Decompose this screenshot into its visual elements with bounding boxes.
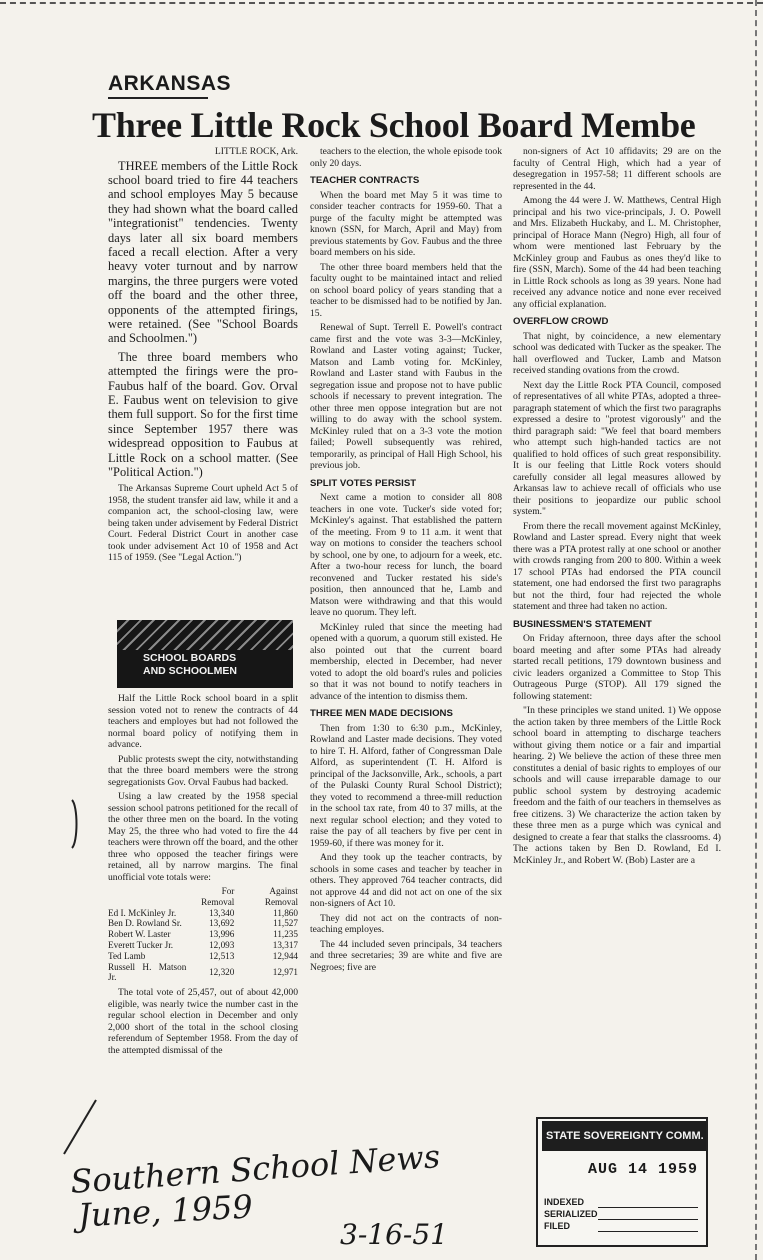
against-removal: 11,235 [273, 929, 298, 940]
receipt-stamp [536, 1117, 708, 1247]
banner-line-1: SCHOOL BOARDS [143, 652, 237, 664]
for-removal: 12,320 [209, 966, 235, 977]
paragraph: The 44 included seven principals, 34 teachers and three secretaries; 39 are white and five are Negroes; five are [310, 938, 502, 973]
paragraph: McKinley ruled that since the meeting had opened with a quorum, a quorum still existed. He also pointed out that the current board membership, elected in December, had never voted to adopt the old board's rules and policies so that it was not bound to notify teachers in advance of the intention to dismiss them. [310, 621, 502, 702]
vote-table-head: For Removal [201, 886, 235, 907]
paragraph: Using a law created by the 1958 special session school patrons petitioned for the recall of the other three men on the board. In the voting May 25, the three who had voted to fire the 44 teachers were thrown off the board, and the other three who opposed the teacher firings were retained, all by narrow margins. The final unofficial vote totals were: [108, 791, 298, 883]
table-row [108, 962, 298, 984]
headline: Three Little Rock School Board Membe [92, 105, 696, 145]
candidate-name: Russell H. Matson Jr. [108, 961, 187, 983]
bracket-mark [68, 798, 82, 850]
stamp-field-serialized: SERIALIZED [544, 1209, 598, 1219]
article-column-2 [310, 146, 502, 976]
against-removal: 11,527 [273, 918, 298, 929]
vote-table-header [108, 886, 298, 908]
banner-pattern [117, 620, 293, 650]
paragraph: Public protests swept the city, notwithstanding that the three board members were the strong segregationists Gov. Orval Faubus had backed. [108, 753, 298, 788]
for-removal: 12,093 [209, 939, 235, 950]
candidate-name: Everett Tucker Jr. [108, 939, 174, 950]
paragraph: "In these principles we stand united. 1) We oppose the action taken by three members of the Little Rock school board in attempting to discharge teachers without giving them notice or a fair and impartial hearing. 2) We believe the action of these three men constitutes a denial of basic rights to employes of our schools and will cause irreparable damage to our public school system by destroying academic freedom and the faith of our teachers in themselves as free citizens. 3) We characterize the action taken by these three men as a purge which was cynical and designed to create a fear that stalks the classrooms. 4) The actions taken by Ben D. Rowland, Ed I. McKinley Jr., and Robert W. (Bob) Laster are a [513, 705, 721, 866]
lede-paragraph: THREE members of the Little Rock school board tried to fire 44 teachers and school employes May 5 because they had shown what the board called "integrationist" tendencies. Twenty days later all six board members faced a recall election. After a very heavy voter turnout and by narrow margins, the three purgers were voted off the board and the other three, opponents of the attempted firings, were retained. (See "School Boards and Schoolmen.") [108, 158, 298, 346]
stamp-date: AUG 14 1959 [588, 1161, 699, 1178]
handwritten-source: Southern School News [69, 1137, 442, 1201]
banner-text [143, 652, 237, 678]
section-banner [117, 620, 293, 688]
paragraph: Then from 1:30 to 6:30 p.m., McKinley, Rowland and Laster made decisions. They voted to hire T. H. Alford, father of Congressman Dale Alford, as superintendent (T. H. Alford is principal of the Jacksonville, Ark., schools, a part of the Pulaski County Rural School District); they voted to recommend a three-mill reduction in the school tax rate, from 40 to 37 mills, at the next regular school election; and they voted to raise the pay of all teachers by five per cent in 1959-60, if there was money for it. [310, 722, 502, 849]
stamp-field-filed: FILED [544, 1221, 570, 1231]
stamp-line [598, 1231, 698, 1232]
paragraph: On Friday afternoon, three days after the school board meeting and after some PTAs had already started recall petitions, 179 downtown business and civic leaders organized a Committee to Stop This Outrageous Purge (STOP). All 179 signed the following statement: [513, 633, 721, 702]
paragraph: The three board members who attempted the firings were the pro-Faubus half of the board. Gov. Orval E. Faubus went on television to give them full support. So for the first time since September 1957 there was widespread opposition to Faubus at Little Rock on a school matter. (See "Political Action.") [108, 349, 298, 480]
top-perforation [0, 2, 763, 4]
for-removal: 13,996 [209, 929, 235, 940]
paragraph: Among the 44 were J. W. Matthews, Central High principal and his two vice-principals, J. O. Powell and Mrs. Elizabeth Huckaby, and L. M. Christopher, principal of Horace Mann (Negro) High, all four of whom were mentioned last February by the McKinley group and Faubus as ones they'd like to fire (SSN, March). Some of the 44 had been teaching in Little Rock schools as long as 39 years. None had received any advance notice and none ever received any official explanation. [513, 195, 721, 310]
paragraph: non-signers of Act 10 affidavits; 29 are on the faculty of Central High, which had a year of desegregation in 1957-58; 11 different schools are represented in the 44. [513, 146, 721, 192]
paragraph: Next came a motion to consider all 808 teachers in one vote. Tucker's side voted for; McKinley's against. That established the pattern of the meeting. From 9 to 11 a.m. it went that way on motions to consider the teachers school by school, one by one, to adjourn for a week, etc. After a two-hour recess for lunch, the board reconvened and Tucker restated his side's position, then announced that he, Lamb and Matson were withdrawing and that this would leave no quorum. They left. [310, 492, 502, 618]
against-removal: 12,944 [272, 950, 298, 961]
table-row [108, 951, 298, 962]
for-removal: 13,692 [209, 918, 235, 929]
candidate-name: Ben D. Rowland Sr. [108, 918, 182, 929]
against-removal: 11,860 [273, 907, 298, 918]
subhead: THREE MEN MADE DECISIONS [310, 708, 453, 719]
vote-table-head [108, 886, 186, 908]
table-row [108, 929, 298, 940]
paragraph: When the board met May 5 it was time to consider teacher contracts for 1959-60. That a purge of the faculty might be attempted was known (SSN, for March, April and May) from previous statements by Gov. Faubus and the three board members on his side. [310, 189, 502, 258]
section-rule [108, 97, 208, 99]
vote-table-head: Against Removal [264, 886, 298, 907]
banner-line-2: AND SCHOOLMEN [143, 665, 237, 677]
paragraph: That night, by coincidence, a new elementary school was dedicated with Tucker as the speaker. The hall overflowed and Tucker, Lamb and Matson received standing ovations from the crowd. [513, 330, 721, 376]
paragraph: Renewal of Supt. Terrell E. Powell's contract came first and the vote was 3-3—McKinley, Rowland and Laster voting against; Tucker, Matson and Lamb voting for. McKinley, Rowland and Laster stand with Faubus in the segregation issue and propose not to have public schools if necessary to prevent integration. The other three men oppose integration but are not willing to do away with the school system. McKinley ruled that on a 3-3 vote the motion failed; Powell subsequently was rehired, temporarily, as principal of Hall High School, his previous job. [310, 322, 502, 471]
paragraph: Half the Little Rock school board in a split session voted not to renew the contracts of 44 teachers and employes but had not followed the normal board policy of notifying them in advance. [108, 693, 298, 750]
subhead: TEACHER CONTRACTS [310, 175, 420, 186]
dateline: LITTLE ROCK, Ark. [214, 146, 298, 157]
subhead: SPLIT VOTES PERSIST [310, 477, 417, 489]
stamp-line [598, 1219, 698, 1220]
paragraph: The total vote of 25,457, out of about 42,000 eligible, was nearly twice the number cast in the regular school election in December and only 2,000 short of the total in the school closing referendum of September 1958. From the day of the attempted dismissal of the [108, 987, 298, 1056]
article-column-1-lower [108, 693, 298, 1059]
table-row [108, 940, 298, 951]
paragraph: They did not act on the contracts of non-teaching employes. [310, 912, 502, 935]
stamp-title: STATE SOVEREIGNTY COMM. [542, 1121, 706, 1151]
paragraph: The Arkansas Supreme Court upheld Act 5 of 1958, the student transfer aid law, while it and a companion act, the school-closing law, were being taken under advisement by Federal District Court. Federal District Court in another case took under advisement Act 10 of 1958 and Act 115 of 1959. (See "Legal Action.") [108, 483, 298, 564]
handwritten-file-number: 3-16-51 [340, 1218, 448, 1251]
paragraph: Next day the Little Rock PTA Council, composed of representatives of all white PTAs, adopted a three-paragraph statement of which the first two paragraphs expressed a desire to "protest vigorously" and the third paragraph said: "We feel that board members who attempt such high-handed tactics are not qualified to hold offices of such great responsibility. It is our feeling that Little Rock voters should carefully consider all legal measures allowed by Arkansas law to achieve recall of officials who use their positions to jeopardize our public school system." [513, 379, 721, 517]
paragraph: teachers to the election, the whole episode took only 20 days. [310, 146, 502, 169]
right-perforation [755, 0, 757, 1260]
subhead: BUSINESSMEN'S STATEMENT [513, 618, 652, 630]
stamp-field-indexed: INDEXED [544, 1197, 585, 1207]
subhead: OVERFLOW CROWD [513, 316, 609, 327]
for-removal: 12,513 [209, 950, 235, 961]
candidate-name: Ted Lamb [108, 950, 146, 961]
against-removal: 13,317 [272, 939, 298, 950]
margin-pen-mark [60, 1098, 100, 1158]
against-removal: 12,971 [272, 966, 298, 977]
article-column-1 [108, 146, 298, 567]
paragraph: The other three board members held that the faculty ought to be maintained intact and relied on school board policy of years standing that a teacher to be dismissed had to be notified by Jan. 15. [310, 261, 502, 319]
for-removal: 13,340 [209, 907, 235, 918]
candidate-name: Ed I. McKinley Jr. [108, 907, 177, 918]
handwritten-date: June, 1959 [77, 1187, 254, 1235]
table-row [108, 908, 298, 919]
paragraph: From there the recall movement against McKinley, Rowland and Laster spread. Every night that week there was a PTA protest rally at one school or another with crowds ranging from 200 to 800. Within a week 17 school PTAs had endorsed the PTA council statement, one had endorsed the first two paragraphs but not the third, four had rejected the whole statement and three had taken no action. [513, 520, 721, 612]
candidate-name: Robert W. Laster [108, 929, 171, 940]
section-label: ARKANSAS [108, 72, 232, 95]
stamp-line [598, 1207, 698, 1208]
paragraph: And they took up the teacher contracts, by schools in some cases and teacher by teacher in others. They approved 764 teacher contracts, did not approve 44 and did not act on one of the six non-signers of Act 10. [310, 852, 502, 909]
table-row [108, 918, 298, 929]
article-column-3 [513, 146, 721, 869]
vote-table [108, 886, 298, 983]
